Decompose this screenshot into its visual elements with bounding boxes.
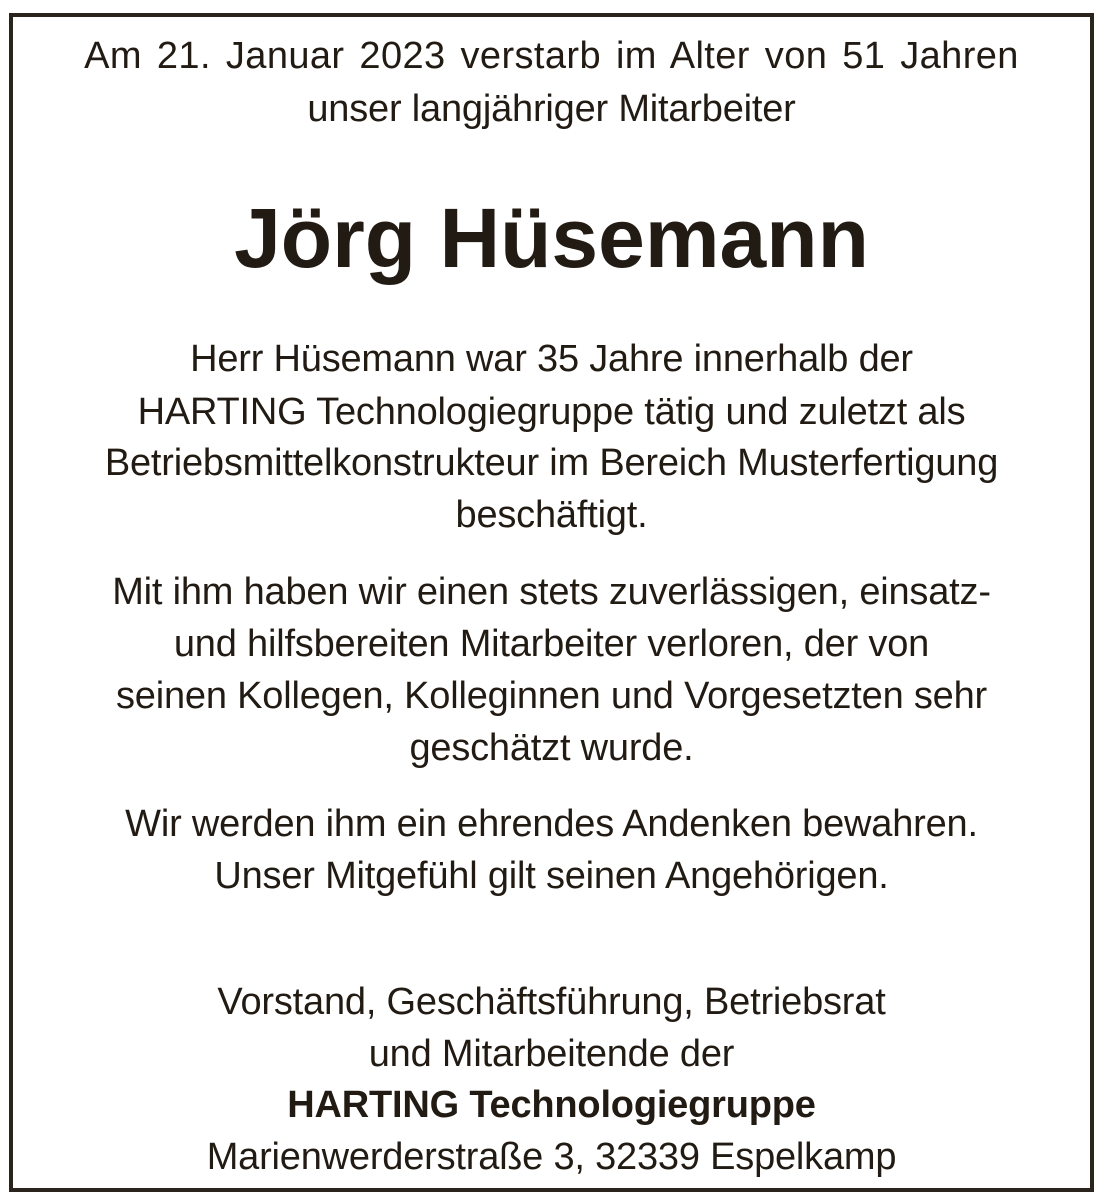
company-address: Marienwerderstraße 3, 32339 Espelkamp xyxy=(206,1136,897,1178)
signature-line-1: Vorstand, Geschäftsführung, Betriebsrat xyxy=(217,981,886,1023)
paragraph-line: Unser Mitgefühl gilt seinen Angehörigen. xyxy=(214,855,889,897)
company-name: HARTING Technologiegruppe xyxy=(287,1084,816,1126)
paragraph-line: beschäftigt. xyxy=(455,494,648,536)
paragraph-line: seinen Kollegen, Kolleginnen und Vorgesetzten sehr xyxy=(116,675,987,717)
paragraph-line: Betriebsmittelkonstrukteur im Bereich Musterfertigung xyxy=(104,442,999,484)
obituary-notice xyxy=(9,13,1094,1192)
paragraph-line: und hilfsbereiten Mitarbeiter verloren, der von xyxy=(173,623,930,665)
paragraph-line: Wir werden ihm ein ehrendes Andenken bewahren. xyxy=(125,803,978,845)
paragraph-line: Herr Hüsemann war 35 Jahre innerhalb der xyxy=(190,338,913,380)
paragraph-line: HARTING Technologiegruppe tätig und zuletzt als xyxy=(137,391,966,433)
paragraph-line: geschätzt wurde. xyxy=(409,727,694,769)
signature-line-2: und Mitarbeitende der xyxy=(368,1033,735,1075)
paragraph-line: Mit ihm haben wir einen stets zuverlässigen, einsatz- xyxy=(112,571,991,613)
deceased-name: Jörg Hüsemann xyxy=(234,191,869,285)
intro-line-1: Am 21. Januar 2023 verstarb im Alter von 51 Jahren xyxy=(84,35,1019,77)
intro-line-2: unser langjähriger Mitarbeiter xyxy=(307,88,796,130)
